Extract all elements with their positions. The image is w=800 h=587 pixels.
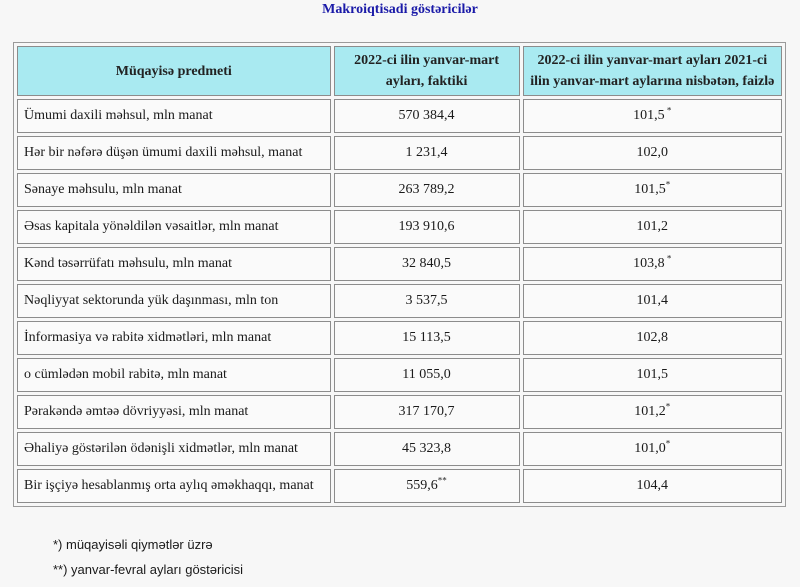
ratio-value-cell xyxy=(523,99,782,133)
ratio-value: 101,5 xyxy=(636,367,669,382)
actual-value-cell xyxy=(334,321,520,355)
ratio-value: 104,4 xyxy=(636,478,669,493)
indicator-name: Bir işçiyə hesablanmış orta aylıq əməkhaqqı, manat xyxy=(17,469,331,503)
table-row xyxy=(17,358,782,392)
indicator-name: İnformasiya və rabitə xidmətləri, mln manat xyxy=(17,321,331,355)
actual-value-cell xyxy=(334,210,520,244)
table-row xyxy=(17,247,782,281)
ratio-value-cell xyxy=(523,136,782,170)
actual-value: 3 537,5 xyxy=(405,293,448,308)
ratio-value-cell xyxy=(523,432,782,466)
ratio-value-cell xyxy=(523,395,782,429)
footnote-marker: * xyxy=(664,105,672,116)
indicator-name: Kənd təsərrüfatı məhsulu, mln manat xyxy=(17,247,331,281)
actual-value: 570 384,4 xyxy=(398,108,455,123)
table-row xyxy=(17,284,782,318)
table-row xyxy=(17,469,782,503)
ratio-value-cell xyxy=(523,173,782,207)
ratio-value-cell xyxy=(523,284,782,318)
indicator-name: Əsas kapitala yönəldilən vəsaitlər, mln manat xyxy=(17,210,331,244)
table-row xyxy=(17,173,782,207)
ratio-value: 101,4 xyxy=(636,293,669,308)
ratio-value: 102,0 xyxy=(636,145,669,160)
actual-value-cell xyxy=(334,99,520,133)
page-title: Makroiqtisadi göstəricilər xyxy=(322,2,478,17)
table-header-row xyxy=(17,46,782,96)
table-row xyxy=(17,321,782,355)
indicator-name: Əhaliyə göstərilən ödənişli xidmətlər, mln manat xyxy=(17,432,331,466)
ratio-value-cell xyxy=(523,321,782,355)
actual-value: 193 910,6 xyxy=(398,219,455,234)
ratio-value-cell xyxy=(523,210,782,244)
actual-value: 11 055,0 xyxy=(402,367,451,382)
ratio-value: 102,8 xyxy=(636,330,669,345)
ratio-value: 101,5 xyxy=(633,108,665,123)
actual-value-cell xyxy=(334,395,520,429)
ratio-value: 101,5 xyxy=(634,182,666,197)
indicator-name: o cümlədən mobil rabitə, mln manat xyxy=(17,358,331,392)
macro-indicators-table xyxy=(13,42,786,507)
ratio-value-cell xyxy=(523,469,782,503)
indicator-name: Hər bir nəfərə düşən ümumi daxili məhsul, manat xyxy=(17,136,331,170)
ratio-value: 101,2 xyxy=(636,219,669,234)
column-header-subject: Müqayisə predmeti xyxy=(17,46,331,96)
ratio-value-cell xyxy=(523,247,782,281)
ratio-value: 101,0 xyxy=(634,441,666,456)
actual-value-cell xyxy=(334,136,520,170)
actual-value-cell xyxy=(334,469,520,503)
actual-value: 45 323,8 xyxy=(402,441,452,456)
actual-value: 15 113,5 xyxy=(402,330,451,345)
column-header-actual: 2022-ci ilin yanvar-mart ayları, faktiki xyxy=(334,46,520,96)
ratio-value: 101,2 xyxy=(634,404,666,419)
actual-value: 1 231,4 xyxy=(405,145,448,160)
actual-value-cell xyxy=(334,284,520,318)
footnote-marker: * xyxy=(665,401,671,412)
table-row xyxy=(17,395,782,429)
actual-value-cell xyxy=(334,247,520,281)
ratio-value-cell xyxy=(523,358,782,392)
actual-value-cell xyxy=(334,173,520,207)
indicator-name: Pərakəndə əmtəə dövriyyəsi, mln manat xyxy=(17,395,331,429)
table-row xyxy=(17,136,782,170)
indicator-name: Sənaye məhsulu, mln manat xyxy=(17,173,331,207)
indicator-name: Nəqliyyat sektorunda yük daşınması, mln ton xyxy=(17,284,331,318)
footnote-jan-feb: **) yanvar-fevral ayları göstəricisi xyxy=(53,562,244,577)
table-row xyxy=(17,432,782,466)
column-header-ratio: 2022-ci ilin yanvar-mart ayları 2021-ci ilin yanvar-mart aylarına nisbətən, faizlə xyxy=(523,46,782,96)
actual-value: 32 840,5 xyxy=(402,256,452,271)
indicator-name: Ümumi daxili məhsul, mln manat xyxy=(17,99,331,133)
actual-value: 317 170,7 xyxy=(398,404,455,419)
footnote-comparative-prices: *) müqayisəli qiymətlər üzrə xyxy=(53,537,213,552)
actual-value: 263 789,2 xyxy=(398,182,455,197)
table-row xyxy=(17,99,782,133)
table-row xyxy=(17,210,782,244)
ratio-value: 103,8 xyxy=(633,256,665,271)
footnote-marker: * xyxy=(665,179,671,190)
actual-value-cell xyxy=(334,358,520,392)
actual-value: 559,6 xyxy=(406,478,438,493)
footnote-marker: ** xyxy=(437,475,447,486)
actual-value-cell xyxy=(334,432,520,466)
footnote-marker: * xyxy=(665,438,671,449)
footnote-marker: * xyxy=(664,253,672,264)
